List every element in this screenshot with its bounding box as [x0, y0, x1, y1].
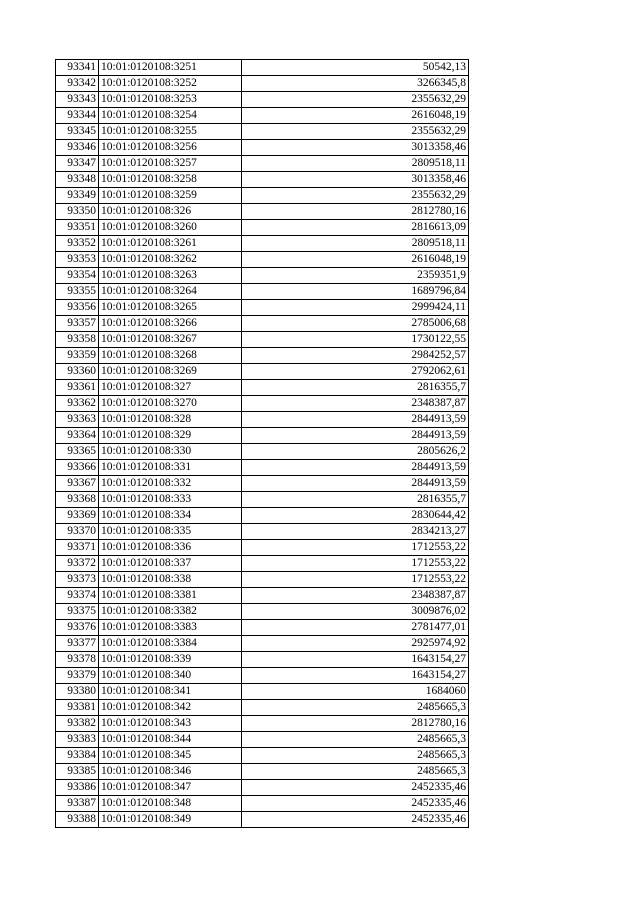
- cadastral-value-cell: 1712553,22: [242, 572, 469, 588]
- cadastral-value-cell: 2355632,29: [242, 124, 469, 140]
- row-number-cell: 93368: [56, 492, 99, 508]
- row-number-cell: 93363: [56, 412, 99, 428]
- cadastral-number-cell: 10:01:0120108:345: [99, 748, 242, 764]
- cadastral-number-cell: 10:01:0120108:328: [99, 412, 242, 428]
- cadastral-value-cell: 2844913,59: [242, 476, 469, 492]
- table-row: [56, 124, 469, 140]
- cadastral-number-cell: 10:01:0120108:3384: [99, 636, 242, 652]
- table-row: [56, 636, 469, 652]
- row-number-cell: 93379: [56, 668, 99, 684]
- row-number-cell: 93378: [56, 652, 99, 668]
- cadastral-number-cell: 10:01:0120108:3258: [99, 172, 242, 188]
- row-number-cell: 93359: [56, 348, 99, 364]
- table-row: [56, 812, 469, 828]
- row-number-cell: 93380: [56, 684, 99, 700]
- row-number-cell: 93385: [56, 764, 99, 780]
- cadastral-value-cell: 2355632,29: [242, 92, 469, 108]
- cadastral-number-cell: 10:01:0120108:3255: [99, 124, 242, 140]
- row-number-cell: 93374: [56, 588, 99, 604]
- cadastral-number-cell: 10:01:0120108:331: [99, 460, 242, 476]
- cadastral-value-cell: 1643154,27: [242, 652, 469, 668]
- cadastral-value-cell: 1684060: [242, 684, 469, 700]
- cadastral-value-cell: 2844913,59: [242, 412, 469, 428]
- row-number-cell: 93350: [56, 204, 99, 220]
- cadastral-value-cell: 2485665,3: [242, 748, 469, 764]
- row-number-cell: 93364: [56, 428, 99, 444]
- row-number-cell: 93351: [56, 220, 99, 236]
- row-number-cell: 93352: [56, 236, 99, 252]
- cadastral-value-cell: 2616048,19: [242, 252, 469, 268]
- table-row: [56, 732, 469, 748]
- cadastral-value-cell: 2485665,3: [242, 700, 469, 716]
- table-row: [56, 156, 469, 172]
- cadastral-number-cell: 10:01:0120108:339: [99, 652, 242, 668]
- cadastral-value-cell: 2812780,16: [242, 716, 469, 732]
- cadastral-number-cell: 10:01:0120108:3260: [99, 220, 242, 236]
- table-row: [56, 652, 469, 668]
- cadastral-value-table: [55, 59, 469, 828]
- cadastral-number-cell: 10:01:0120108:3383: [99, 620, 242, 636]
- table-row: [56, 540, 469, 556]
- cadastral-number-cell: 10:01:0120108:340: [99, 668, 242, 684]
- cadastral-number-cell: 10:01:0120108:348: [99, 796, 242, 812]
- cadastral-value-cell: 2812780,16: [242, 204, 469, 220]
- row-number-cell: 93347: [56, 156, 99, 172]
- cadastral-value-cell: 2816355,7: [242, 492, 469, 508]
- cadastral-number-cell: 10:01:0120108:3269: [99, 364, 242, 380]
- row-number-cell: 93381: [56, 700, 99, 716]
- cadastral-value-cell: 2452335,46: [242, 812, 469, 828]
- table-row: [56, 780, 469, 796]
- cadastral-value-cell: 2792062,61: [242, 364, 469, 380]
- table-row: [56, 588, 469, 604]
- row-number-cell: 93365: [56, 444, 99, 460]
- row-number-cell: 93370: [56, 524, 99, 540]
- cadastral-number-cell: 10:01:0120108:344: [99, 732, 242, 748]
- cadastral-number-cell: 10:01:0120108:343: [99, 716, 242, 732]
- cadastral-number-cell: 10:01:0120108:332: [99, 476, 242, 492]
- cadastral-number-cell: 10:01:0120108:329: [99, 428, 242, 444]
- cadastral-number-cell: 10:01:0120108:3256: [99, 140, 242, 156]
- cadastral-number-cell: 10:01:0120108:3254: [99, 108, 242, 124]
- cadastral-value-cell: 2616048,19: [242, 108, 469, 124]
- table-row: [56, 428, 469, 444]
- table-row: [56, 108, 469, 124]
- row-number-cell: 93377: [56, 636, 99, 652]
- cadastral-value-cell: 3009876,02: [242, 604, 469, 620]
- cadastral-value-cell: 2781477,01: [242, 620, 469, 636]
- cadastral-number-cell: 10:01:0120108:3265: [99, 300, 242, 316]
- table-row: [56, 460, 469, 476]
- cadastral-value-cell: 2830644,42: [242, 508, 469, 524]
- table-row: [56, 252, 469, 268]
- table-row: [56, 332, 469, 348]
- cadastral-value-cell: 2485665,3: [242, 764, 469, 780]
- cadastral-value-cell: 2999424,11: [242, 300, 469, 316]
- cadastral-number-cell: 10:01:0120108:3252: [99, 76, 242, 92]
- cadastral-number-cell: 10:01:0120108:349: [99, 812, 242, 828]
- table-row: [56, 188, 469, 204]
- cadastral-value-cell: 50542,13: [242, 60, 469, 76]
- table-row: [56, 220, 469, 236]
- table-row: [56, 748, 469, 764]
- cadastral-value-cell: 2348387,87: [242, 588, 469, 604]
- row-number-cell: 93344: [56, 108, 99, 124]
- row-number-cell: 93384: [56, 748, 99, 764]
- cadastral-number-cell: 10:01:0120108:326: [99, 204, 242, 220]
- row-number-cell: 93354: [56, 268, 99, 284]
- cadastral-number-cell: 10:01:0120108:3381: [99, 588, 242, 604]
- cadastral-number-cell: 10:01:0120108:327: [99, 380, 242, 396]
- table-row: [56, 60, 469, 76]
- cadastral-number-cell: 10:01:0120108:346: [99, 764, 242, 780]
- cadastral-value-cell: 2844913,59: [242, 428, 469, 444]
- row-number-cell: 93361: [56, 380, 99, 396]
- cadastral-number-cell: 10:01:0120108:3264: [99, 284, 242, 300]
- cadastral-number-cell: 10:01:0120108:3266: [99, 316, 242, 332]
- table-row: [56, 172, 469, 188]
- row-number-cell: 93346: [56, 140, 99, 156]
- table-row: [56, 268, 469, 284]
- table-row: [56, 492, 469, 508]
- table-row: [56, 412, 469, 428]
- table-row: [56, 508, 469, 524]
- table-row: [56, 524, 469, 540]
- table-row: [56, 76, 469, 92]
- table-row: [56, 204, 469, 220]
- cadastral-value-cell: 1643154,27: [242, 668, 469, 684]
- cadastral-value-cell: 2452335,46: [242, 796, 469, 812]
- row-number-cell: 93357: [56, 316, 99, 332]
- table-row: [56, 572, 469, 588]
- cadastral-value-cell: 2844913,59: [242, 460, 469, 476]
- cadastral-number-cell: 10:01:0120108:3268: [99, 348, 242, 364]
- cadastral-number-cell: 10:01:0120108:335: [99, 524, 242, 540]
- cadastral-value-cell: 2359351,9: [242, 268, 469, 284]
- row-number-cell: 93353: [56, 252, 99, 268]
- cadastral-value-cell: 3013358,46: [242, 172, 469, 188]
- table-row: [56, 396, 469, 412]
- table-row: [56, 236, 469, 252]
- row-number-cell: 93383: [56, 732, 99, 748]
- row-number-cell: 93386: [56, 780, 99, 796]
- cadastral-value-cell: 3266345,8: [242, 76, 469, 92]
- table-row: [56, 700, 469, 716]
- cadastral-value-cell: 2809518,11: [242, 156, 469, 172]
- cadastral-number-cell: 10:01:0120108:342: [99, 700, 242, 716]
- cadastral-number-cell: 10:01:0120108:3257: [99, 156, 242, 172]
- row-number-cell: 93345: [56, 124, 99, 140]
- table-row: [56, 620, 469, 636]
- cadastral-number-cell: 10:01:0120108:334: [99, 508, 242, 524]
- table-row: [56, 716, 469, 732]
- table-row: [56, 604, 469, 620]
- row-number-cell: 93375: [56, 604, 99, 620]
- table-row: [56, 476, 469, 492]
- cadastral-value-cell: 2452335,46: [242, 780, 469, 796]
- table-row: [56, 684, 469, 700]
- row-number-cell: 93366: [56, 460, 99, 476]
- cadastral-value-cell: 2805626,2: [242, 444, 469, 460]
- row-number-cell: 93342: [56, 76, 99, 92]
- row-number-cell: 93369: [56, 508, 99, 524]
- cadastral-value-cell: 2348387,87: [242, 396, 469, 412]
- row-number-cell: 93348: [56, 172, 99, 188]
- cadastral-value-cell: 2925974,92: [242, 636, 469, 652]
- cadastral-number-cell: 10:01:0120108:338: [99, 572, 242, 588]
- cadastral-value-cell: 1712553,22: [242, 540, 469, 556]
- cadastral-number-cell: 10:01:0120108:336: [99, 540, 242, 556]
- cadastral-number-cell: 10:01:0120108:3262: [99, 252, 242, 268]
- row-number-cell: 93388: [56, 812, 99, 828]
- cadastral-value-cell: 2355632,29: [242, 188, 469, 204]
- cadastral-value-cell: 3013358,46: [242, 140, 469, 156]
- cadastral-value-cell: 2816355,7: [242, 380, 469, 396]
- table-row: [56, 364, 469, 380]
- table-row: [56, 300, 469, 316]
- row-number-cell: 93358: [56, 332, 99, 348]
- table-row: [56, 348, 469, 364]
- row-number-cell: 93362: [56, 396, 99, 412]
- row-number-cell: 93349: [56, 188, 99, 204]
- row-number-cell: 93367: [56, 476, 99, 492]
- table-row: [56, 444, 469, 460]
- cadastral-number-cell: 10:01:0120108:337: [99, 556, 242, 572]
- table-row: [56, 764, 469, 780]
- cadastral-number-cell: 10:01:0120108:3253: [99, 92, 242, 108]
- cadastral-number-cell: 10:01:0120108:3251: [99, 60, 242, 76]
- cadastral-number-cell: 10:01:0120108:347: [99, 780, 242, 796]
- row-number-cell: 93360: [56, 364, 99, 380]
- cadastral-number-cell: 10:01:0120108:3261: [99, 236, 242, 252]
- row-number-cell: 93372: [56, 556, 99, 572]
- row-number-cell: 93356: [56, 300, 99, 316]
- cadastral-value-cell: 1712553,22: [242, 556, 469, 572]
- cadastral-number-cell: 10:01:0120108:333: [99, 492, 242, 508]
- row-number-cell: 93382: [56, 716, 99, 732]
- cadastral-value-cell: 1730122,55: [242, 332, 469, 348]
- table-row: [56, 668, 469, 684]
- cadastral-number-cell: 10:01:0120108:330: [99, 444, 242, 460]
- cadastral-value-cell: 2984252,57: [242, 348, 469, 364]
- row-number-cell: 93343: [56, 92, 99, 108]
- row-number-cell: 93355: [56, 284, 99, 300]
- cadastral-number-cell: 10:01:0120108:3259: [99, 188, 242, 204]
- cadastral-number-cell: 10:01:0120108:3267: [99, 332, 242, 348]
- row-number-cell: 93373: [56, 572, 99, 588]
- table-body: [56, 60, 469, 828]
- table-row: [56, 140, 469, 156]
- table-row: [56, 92, 469, 108]
- cadastral-number-cell: 10:01:0120108:3270: [99, 396, 242, 412]
- table-row: [56, 556, 469, 572]
- cadastral-number-cell: 10:01:0120108:3263: [99, 268, 242, 284]
- cadastral-value-cell: 2485665,3: [242, 732, 469, 748]
- cadastral-value-cell: 2816613,09: [242, 220, 469, 236]
- row-number-cell: 93371: [56, 540, 99, 556]
- table-row: [56, 284, 469, 300]
- cadastral-value-cell: 2809518,11: [242, 236, 469, 252]
- table-row: [56, 380, 469, 396]
- cadastral-value-cell: 2834213,27: [242, 524, 469, 540]
- row-number-cell: 93376: [56, 620, 99, 636]
- row-number-cell: 93341: [56, 60, 99, 76]
- cadastral-number-cell: 10:01:0120108:341: [99, 684, 242, 700]
- cadastral-value-cell: 2785006,68: [242, 316, 469, 332]
- table-row: [56, 796, 469, 812]
- cadastral-value-cell: 1689796,84: [242, 284, 469, 300]
- cadastral-number-cell: 10:01:0120108:3382: [99, 604, 242, 620]
- table-row: [56, 316, 469, 332]
- row-number-cell: 93387: [56, 796, 99, 812]
